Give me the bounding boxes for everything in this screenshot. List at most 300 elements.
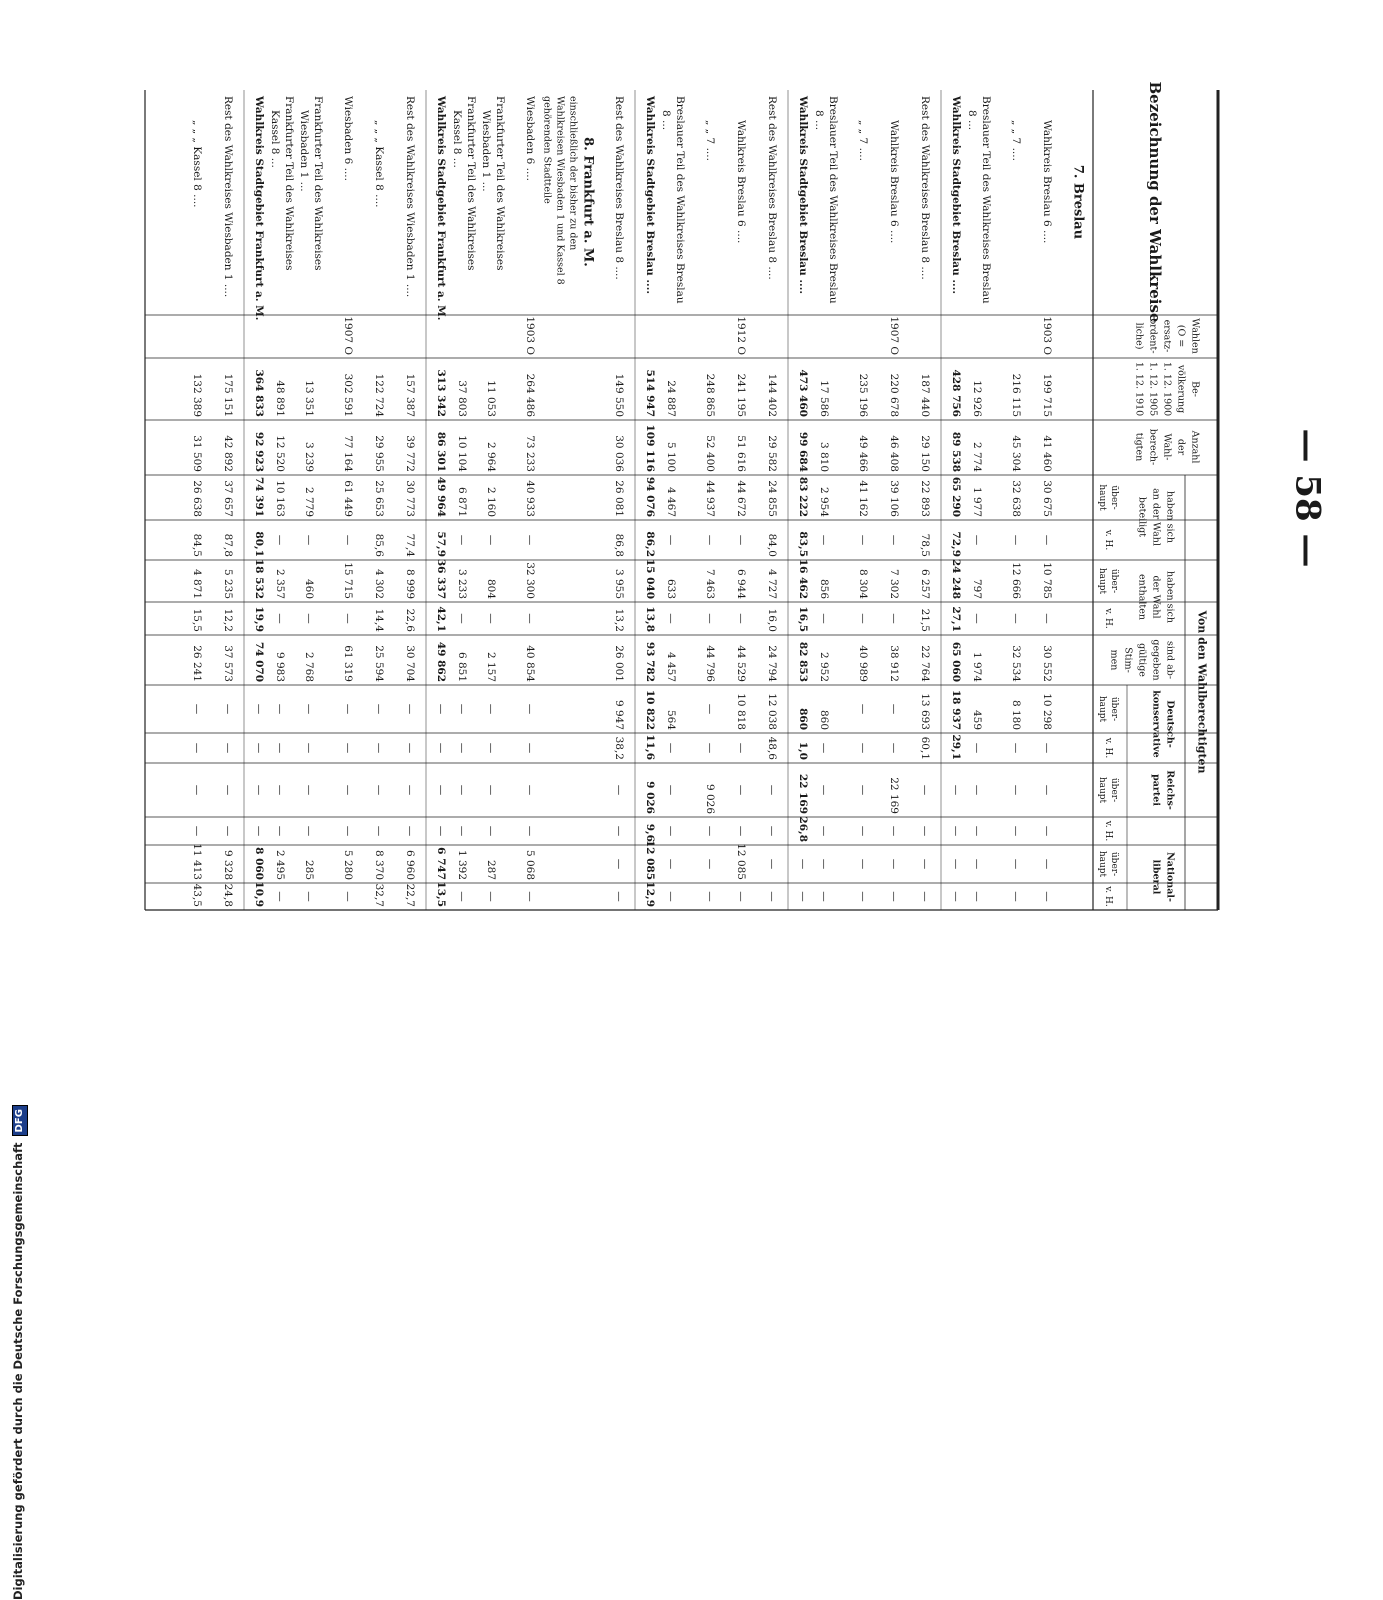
- cell-nl: 6 747: [435, 847, 447, 880]
- cell-abs-pct: 16,5: [797, 606, 809, 632]
- cell-nl-pct: —: [456, 891, 468, 902]
- cell-nl: —: [1041, 858, 1053, 870]
- cell-rp: —: [253, 784, 265, 796]
- cell-nl: —: [888, 858, 900, 870]
- cell-rp: 9 026: [644, 781, 656, 814]
- cell-dk-pct: —: [373, 742, 385, 754]
- cell-part: 30 675: [1041, 480, 1053, 517]
- cell-nl-pct: —: [1010, 891, 1022, 902]
- cell-nl: 1 392: [456, 849, 468, 880]
- cell-pop: 13 351: [303, 380, 315, 417]
- cell-ent: 5 100: [665, 441, 677, 472]
- cell-pop: 144 402: [766, 373, 778, 417]
- cell-nl: —: [704, 858, 716, 870]
- district-name: Breslauer Teil des Wahlkreises Breslau: [980, 96, 992, 304]
- cell-rp: —: [404, 784, 416, 796]
- cell-part: 24 855: [766, 480, 778, 517]
- cell-dk-pct: —: [857, 742, 869, 754]
- cell-dk: 8 180: [1010, 699, 1022, 730]
- cell-ent: 3 810: [818, 441, 830, 472]
- cell-part-pct: —: [818, 534, 830, 546]
- cell-rp-pct: —: [303, 825, 315, 837]
- cell-dk: 10 818: [735, 693, 747, 730]
- cell-ent: 3 239: [303, 441, 315, 472]
- footer-credit: [11, 1105, 28, 1600]
- district-name: Wahlkreis Stadtgebiet Breslau ....: [797, 96, 809, 295]
- district-name: Rest des Wahlkreises Breslau 8 ....: [919, 96, 931, 280]
- district-name: Frankfurter Teil des Wahlkreises: [494, 96, 506, 271]
- cell-abs-pct: —: [971, 613, 983, 624]
- cell-part-pct: —: [342, 534, 354, 546]
- cell-part-pct: —: [1010, 534, 1022, 546]
- cell-nl: 8 060: [253, 847, 265, 880]
- dfg-logo: DFG: [12, 1105, 28, 1136]
- cell-rp: 9 026: [704, 783, 716, 814]
- cell-pop: 17 586: [818, 380, 830, 417]
- cell-abs-pct: 21,5: [919, 608, 931, 632]
- cell-dk: —: [888, 703, 900, 715]
- cell-nl-pct: —: [735, 891, 747, 902]
- cell-rp: —: [857, 784, 869, 796]
- header-part: beteiligt: [1136, 496, 1148, 538]
- cell-part-pct: —: [888, 534, 900, 546]
- cell-abs: 460: [303, 578, 315, 599]
- cell-pop: 24 887: [665, 380, 677, 417]
- district-name: Breslauer Teil des Wahlkreises Breslau: [674, 96, 686, 304]
- cell-dk: —: [456, 703, 468, 715]
- cell-nl-pct: 13,5: [435, 881, 447, 907]
- cell-pop: 187 440: [919, 373, 931, 417]
- cell-valid: 49 862: [435, 641, 447, 682]
- cell-dk-pct: —: [735, 742, 747, 754]
- cell-dk-pct: —: [971, 742, 983, 754]
- cell-rp-pct: —: [485, 825, 497, 837]
- cell-nl: —: [971, 858, 983, 870]
- cell-abs-pct: 42,1: [435, 606, 447, 632]
- cell-part: 41 162: [857, 480, 869, 517]
- cell-nl: —: [950, 858, 962, 870]
- election-year: 1903 O: [524, 316, 536, 355]
- cell-rp: —: [1041, 784, 1053, 796]
- district-name: Breslauer Teil des Wahlkreises Breslau: [827, 96, 839, 304]
- cell-abs: 633: [665, 578, 677, 599]
- cell-rp: —: [485, 784, 497, 796]
- header-ueber: über-: [1109, 851, 1119, 877]
- cell-abs: 15 715: [342, 562, 354, 599]
- cell-part-pct: —: [485, 534, 497, 546]
- header-ueber: haupt: [1097, 484, 1107, 511]
- cell-valid: 2 952: [818, 651, 830, 682]
- district-name: 8 ...: [813, 110, 825, 131]
- cell-rp: 22 169: [797, 773, 809, 814]
- cell-nl-pct: —: [818, 891, 830, 902]
- cell-part: 94 076: [644, 476, 656, 517]
- cell-rp: —: [919, 784, 931, 796]
- cell-dk: 13 693: [919, 693, 931, 730]
- cell-abs: 18 532: [253, 558, 265, 599]
- cell-abs-pct: —: [342, 613, 354, 624]
- district-name: Wiesbaden 6 ....: [524, 96, 536, 181]
- header-pop: 1. 12. 1900: [1161, 361, 1173, 417]
- header-entitled: Anzahl: [1189, 430, 1201, 464]
- cell-part: 44 937: [704, 480, 716, 517]
- cell-ent: 77 164: [342, 435, 354, 472]
- cell-rp: —: [342, 784, 354, 796]
- cell-nl-pct: —: [888, 891, 900, 902]
- district-name: „ „ 7 ....: [704, 120, 716, 161]
- cell-nl: —: [797, 858, 809, 870]
- cell-rp: —: [735, 784, 747, 796]
- cell-abs: 3 233: [456, 568, 468, 599]
- cell-dk-pct: —: [1010, 742, 1022, 754]
- cell-dk-pct: —: [342, 742, 354, 754]
- cell-nl-pct: 12,9: [644, 881, 656, 907]
- cell-valid: 26 241: [191, 645, 203, 682]
- header-vh: v. H.: [1103, 529, 1113, 551]
- cell-rp-pct: —: [613, 825, 625, 837]
- cell-part-pct: —: [735, 534, 747, 546]
- cell-dk: —: [857, 703, 869, 715]
- cell-valid: 25 594: [373, 645, 385, 682]
- cell-nl-pct: —: [766, 891, 778, 902]
- cell-rp-pct: —: [1010, 825, 1022, 837]
- cell-rp-pct: —: [274, 825, 286, 837]
- cell-rp-pct: —: [857, 825, 869, 837]
- cell-part-pct: 57,9: [435, 531, 447, 557]
- cell-nl-pct: —: [919, 891, 931, 902]
- cell-rp-pct: —: [766, 825, 778, 837]
- cell-pop: 199 715: [1041, 373, 1053, 417]
- cell-dk-pct: —: [404, 742, 416, 754]
- header-valid: men: [1108, 649, 1120, 671]
- cell-valid: 82 853: [797, 641, 809, 682]
- cell-ent: 42 892: [222, 435, 234, 472]
- header-ueber: haupt: [1097, 776, 1107, 804]
- cell-ent: 30 036: [613, 435, 625, 472]
- cell-abs: 2 357: [274, 568, 286, 599]
- header-entitled: berech-: [1147, 428, 1159, 466]
- election-year: 1912 O: [735, 316, 747, 355]
- cell-part: 37 657: [222, 480, 234, 517]
- cell-dk: 10 822: [644, 689, 656, 730]
- cell-nl-pct: —: [857, 891, 869, 902]
- cell-nl: —: [1010, 858, 1022, 870]
- cell-ent: 92 923: [253, 431, 265, 472]
- cell-nl: 9 328: [222, 849, 234, 880]
- cell-part-pct: 84,0: [766, 533, 778, 557]
- cell-dk-pct: —: [818, 742, 830, 754]
- cell-ent: 49 466: [857, 435, 869, 472]
- header-natlib: National-: [1164, 852, 1176, 902]
- header-pop: 1. 12. 1905: [1147, 361, 1159, 417]
- cell-abs: 10 785: [1041, 562, 1053, 599]
- cell-abs: 6 257: [919, 568, 931, 599]
- cell-rp-pct: —: [253, 825, 265, 837]
- cell-dk-pct: 60,1: [919, 736, 931, 760]
- cell-part-pct: 83,5: [797, 531, 809, 557]
- cell-abs: 3 955: [613, 568, 625, 599]
- cell-ent: 109 116: [644, 424, 656, 472]
- cell-valid: 30 704: [404, 645, 416, 682]
- cell-dk-pct: 38,2: [613, 736, 625, 760]
- cell-valid: 65 060: [950, 641, 962, 682]
- cell-nl: —: [766, 858, 778, 870]
- cell-valid: 22 764: [919, 645, 931, 682]
- cell-nl: 285: [303, 859, 315, 880]
- header-vh: v. H.: [1103, 820, 1113, 842]
- header-vh: v. H.: [1103, 886, 1113, 907]
- cell-abs: 7 463: [704, 568, 716, 599]
- cell-part: 10 163: [274, 480, 286, 517]
- cell-nl-pct: —: [274, 891, 286, 902]
- cell-part-pct: —: [971, 534, 983, 546]
- cell-rp: —: [222, 784, 234, 796]
- district-name: „ „ „ Kassel 8 ....: [191, 120, 203, 208]
- cell-nl-pct: —: [613, 891, 625, 902]
- cell-part: 2 954: [818, 486, 830, 517]
- cell-rp: —: [303, 784, 315, 796]
- cell-abs-pct: 13,2: [613, 608, 625, 632]
- header-part: haben sich: [1164, 491, 1176, 543]
- cell-abs: 24 248: [950, 558, 962, 599]
- cell-ent: 29 150: [919, 435, 931, 472]
- cell-valid: 74 070: [253, 641, 265, 682]
- district-name: Wahlkreis Breslau 6 ....: [1041, 120, 1053, 244]
- cell-pop: 264 486: [524, 373, 536, 417]
- district-name: Wiesbaden 1 ...: [480, 110, 492, 192]
- cell-nl: 8 370: [373, 849, 385, 880]
- cell-pop: 175 151: [222, 373, 234, 417]
- header-valid: Stim-: [1122, 647, 1134, 673]
- header-group: Von den Wahlberechtigten: [1195, 610, 1209, 774]
- cell-dk: —: [191, 703, 203, 715]
- cell-rp: —: [524, 784, 536, 796]
- cell-nl: 12 085: [735, 843, 747, 880]
- cell-part: 4 467: [665, 486, 677, 517]
- cell-part-pct: 80,1: [253, 531, 265, 557]
- cell-abs-pct: —: [485, 613, 497, 624]
- district-name: Wiesbaden 6 ....: [342, 96, 354, 181]
- cell-abs-pct: —: [524, 613, 536, 624]
- cell-nl: —: [665, 858, 677, 870]
- header-year: ordent-: [1147, 318, 1159, 354]
- cell-dk: —: [253, 703, 265, 715]
- cell-dk: —: [222, 703, 234, 715]
- cell-rp-pct: —: [704, 825, 716, 837]
- cell-abs: 4 871: [191, 568, 203, 599]
- cell-dk-pct: —: [191, 742, 203, 754]
- cell-abs: 5 235: [222, 568, 234, 599]
- cell-ent: 31 509: [191, 435, 203, 472]
- cell-abs-pct: —: [303, 613, 315, 624]
- cell-dk: —: [435, 703, 447, 715]
- cell-rp: —: [766, 784, 778, 796]
- cell-abs-pct: 13,8: [644, 606, 656, 632]
- cell-valid: 26 001: [613, 645, 625, 682]
- cell-rp-pct: 9,6: [644, 823, 656, 842]
- cell-ent: 41 460: [1041, 435, 1053, 472]
- cell-nl-pct: —: [524, 891, 536, 902]
- cell-nl: 11 413: [191, 843, 203, 880]
- cell-part-pct: 78,5: [919, 533, 931, 557]
- cell-valid: 24 794: [766, 645, 778, 682]
- district-name: „ „ 7 ....: [1010, 120, 1022, 161]
- cell-rp-pct: —: [919, 825, 931, 837]
- header-pop: völkerung: [1175, 364, 1187, 414]
- cell-valid: 44 796: [704, 645, 716, 682]
- cell-abs-pct: —: [665, 613, 677, 624]
- cell-part-pct: 84,5: [191, 533, 203, 557]
- cell-abs: 12 666: [1010, 562, 1022, 599]
- cell-pop: 235 196: [857, 373, 869, 417]
- cell-valid: 40 989: [857, 645, 869, 682]
- district-name: Wiesbaden 1 ...: [298, 110, 310, 192]
- cell-abs-pct: —: [888, 613, 900, 624]
- cell-rp-pct: —: [404, 825, 416, 837]
- cell-nl: 2 495: [274, 849, 286, 880]
- cell-part: 26 081: [613, 480, 625, 517]
- cell-dk-pct: 48,6: [766, 736, 778, 760]
- cell-rp-pct: —: [665, 825, 677, 837]
- cell-dk: 10 298: [1041, 693, 1053, 730]
- district-name: Kassel 8 ...: [269, 110, 281, 168]
- district-name: Rest des Wahlkreises Wiesbaden 1 ....: [404, 96, 416, 298]
- cell-rp: —: [1010, 784, 1022, 796]
- section-note: Wahlkreisen Wiesbaden 1 und Kassel 8: [554, 96, 566, 285]
- district-name: Wahlkreis Stadtgebiet Breslau ....: [950, 96, 962, 295]
- cell-abs: 16 462: [797, 558, 809, 599]
- cell-abs-pct: —: [704, 613, 716, 624]
- cell-ent: 51 616: [735, 435, 747, 472]
- cell-ent: 86 301: [435, 431, 447, 472]
- cell-part-pct: 72,9: [950, 531, 962, 557]
- cell-dk: 860: [797, 708, 809, 730]
- cell-part: 2 779: [303, 486, 315, 517]
- cell-abs-pct: 12,2: [222, 608, 234, 632]
- cell-pop: 514 947: [644, 369, 656, 417]
- header-ueber: über-: [1109, 485, 1119, 510]
- cell-valid: 9 983: [274, 651, 286, 682]
- cell-part: 74 391: [253, 476, 265, 517]
- district-name: „ „ „ Kassel 8 ....: [373, 120, 385, 208]
- header-ueber: haupt: [1097, 567, 1107, 595]
- cell-part-pct: —: [704, 534, 716, 546]
- cell-rp: —: [950, 784, 962, 796]
- cell-part-pct: —: [456, 534, 468, 546]
- district-name: Wahlkreis Stadtgebiet Frankfurt a. M.: [253, 96, 265, 321]
- cell-dk-pct: —: [303, 742, 315, 754]
- cell-part-pct: —: [274, 534, 286, 546]
- cell-ent: 39 772: [404, 435, 416, 472]
- cell-part: 61 449: [342, 480, 354, 517]
- header-abst: haben sich: [1164, 571, 1176, 623]
- cell-nl-pct: —: [971, 891, 983, 902]
- cell-ent: 73 233: [524, 435, 536, 472]
- cell-nl-pct: 10,9: [253, 881, 265, 907]
- cell-nl-pct: —: [704, 891, 716, 902]
- cell-abs-pct: —: [456, 613, 468, 624]
- cell-pop: 302 591: [342, 373, 354, 417]
- election-year: 1903 O: [1041, 316, 1053, 355]
- cell-rp: —: [818, 784, 830, 796]
- district-name: 8 ...: [966, 110, 978, 131]
- cell-abs: 8 304: [857, 568, 869, 599]
- cell-abs: 7 302: [888, 568, 900, 599]
- cell-part-pct: 86,8: [613, 533, 625, 557]
- cell-abs: 32 300: [524, 562, 536, 599]
- header-year: Wahlen: [1189, 318, 1201, 354]
- cell-abs-pct: —: [1041, 613, 1053, 624]
- cell-valid: 2 768: [303, 651, 315, 682]
- cell-dk-pct: —: [665, 742, 677, 754]
- cell-rp-pct: —: [373, 825, 385, 837]
- cell-valid: 30 552: [1041, 645, 1053, 682]
- cell-rp-pct: —: [950, 825, 962, 837]
- cell-part-pct: 86,2: [644, 531, 656, 557]
- cell-abs: 36 337: [435, 558, 447, 599]
- cell-ent: 2 774: [971, 441, 983, 472]
- cell-abs: 856: [818, 578, 830, 599]
- cell-valid: 44 529: [735, 645, 747, 682]
- district-name: Rest des Wahlkreises Breslau 8 ....: [613, 96, 625, 280]
- cell-abs: 15 040: [644, 558, 656, 599]
- header-abst: der Wahl: [1150, 575, 1162, 619]
- cell-abs-pct: 14,4: [373, 608, 385, 632]
- cell-part: 26 638: [191, 480, 203, 517]
- cell-pop: 473 460: [797, 369, 809, 417]
- header-year: liche): [1133, 322, 1145, 350]
- header-ueber: über-: [1109, 777, 1119, 803]
- cell-dk-pct: —: [485, 742, 497, 754]
- cell-dk-pct: —: [1041, 742, 1053, 754]
- header-natlib: liberal: [1150, 859, 1162, 895]
- cell-abs: 6 944: [735, 568, 747, 599]
- cell-part-pct: —: [303, 534, 315, 546]
- cell-nl-pct: —: [797, 891, 809, 902]
- header-year: ersatz-: [1161, 319, 1173, 353]
- cell-abs-pct: 22,6: [404, 608, 416, 632]
- cell-ent: 29 955: [373, 435, 385, 472]
- cell-rp-pct: —: [888, 825, 900, 837]
- cell-pop: 428 756: [950, 369, 962, 417]
- cell-part: 49 964: [435, 476, 447, 517]
- cell-rp: —: [373, 784, 385, 796]
- footer-band: [0, 600, 25, 1600]
- cell-dk: —: [485, 703, 497, 715]
- cell-nl-pct: 22,7: [404, 883, 416, 907]
- cell-ent: 10 104: [456, 435, 468, 472]
- cell-part: 2 160: [485, 486, 497, 517]
- cell-abs-pct: —: [818, 613, 830, 624]
- cell-dk: —: [373, 703, 385, 715]
- cell-rp: —: [613, 784, 625, 796]
- election-year: 1907 O: [342, 316, 354, 355]
- cell-part-pct: —: [665, 534, 677, 546]
- cell-rp-pct: —: [456, 825, 468, 837]
- cell-nl-pct: —: [1041, 891, 1053, 902]
- cell-dk-pct: —: [222, 742, 234, 754]
- cell-nl: —: [613, 858, 625, 870]
- cell-part-pct: 85,6: [373, 533, 385, 557]
- cell-nl-pct: —: [665, 891, 677, 902]
- cell-abs: 4 727: [766, 568, 778, 599]
- header-ueber: über-: [1109, 568, 1119, 594]
- cell-nl-pct: —: [950, 891, 962, 902]
- cell-dk: 860: [818, 709, 830, 730]
- cell-dk: 459: [971, 709, 983, 730]
- cell-dk-pct: —: [524, 742, 536, 754]
- cell-abs-pct: —: [1010, 613, 1022, 624]
